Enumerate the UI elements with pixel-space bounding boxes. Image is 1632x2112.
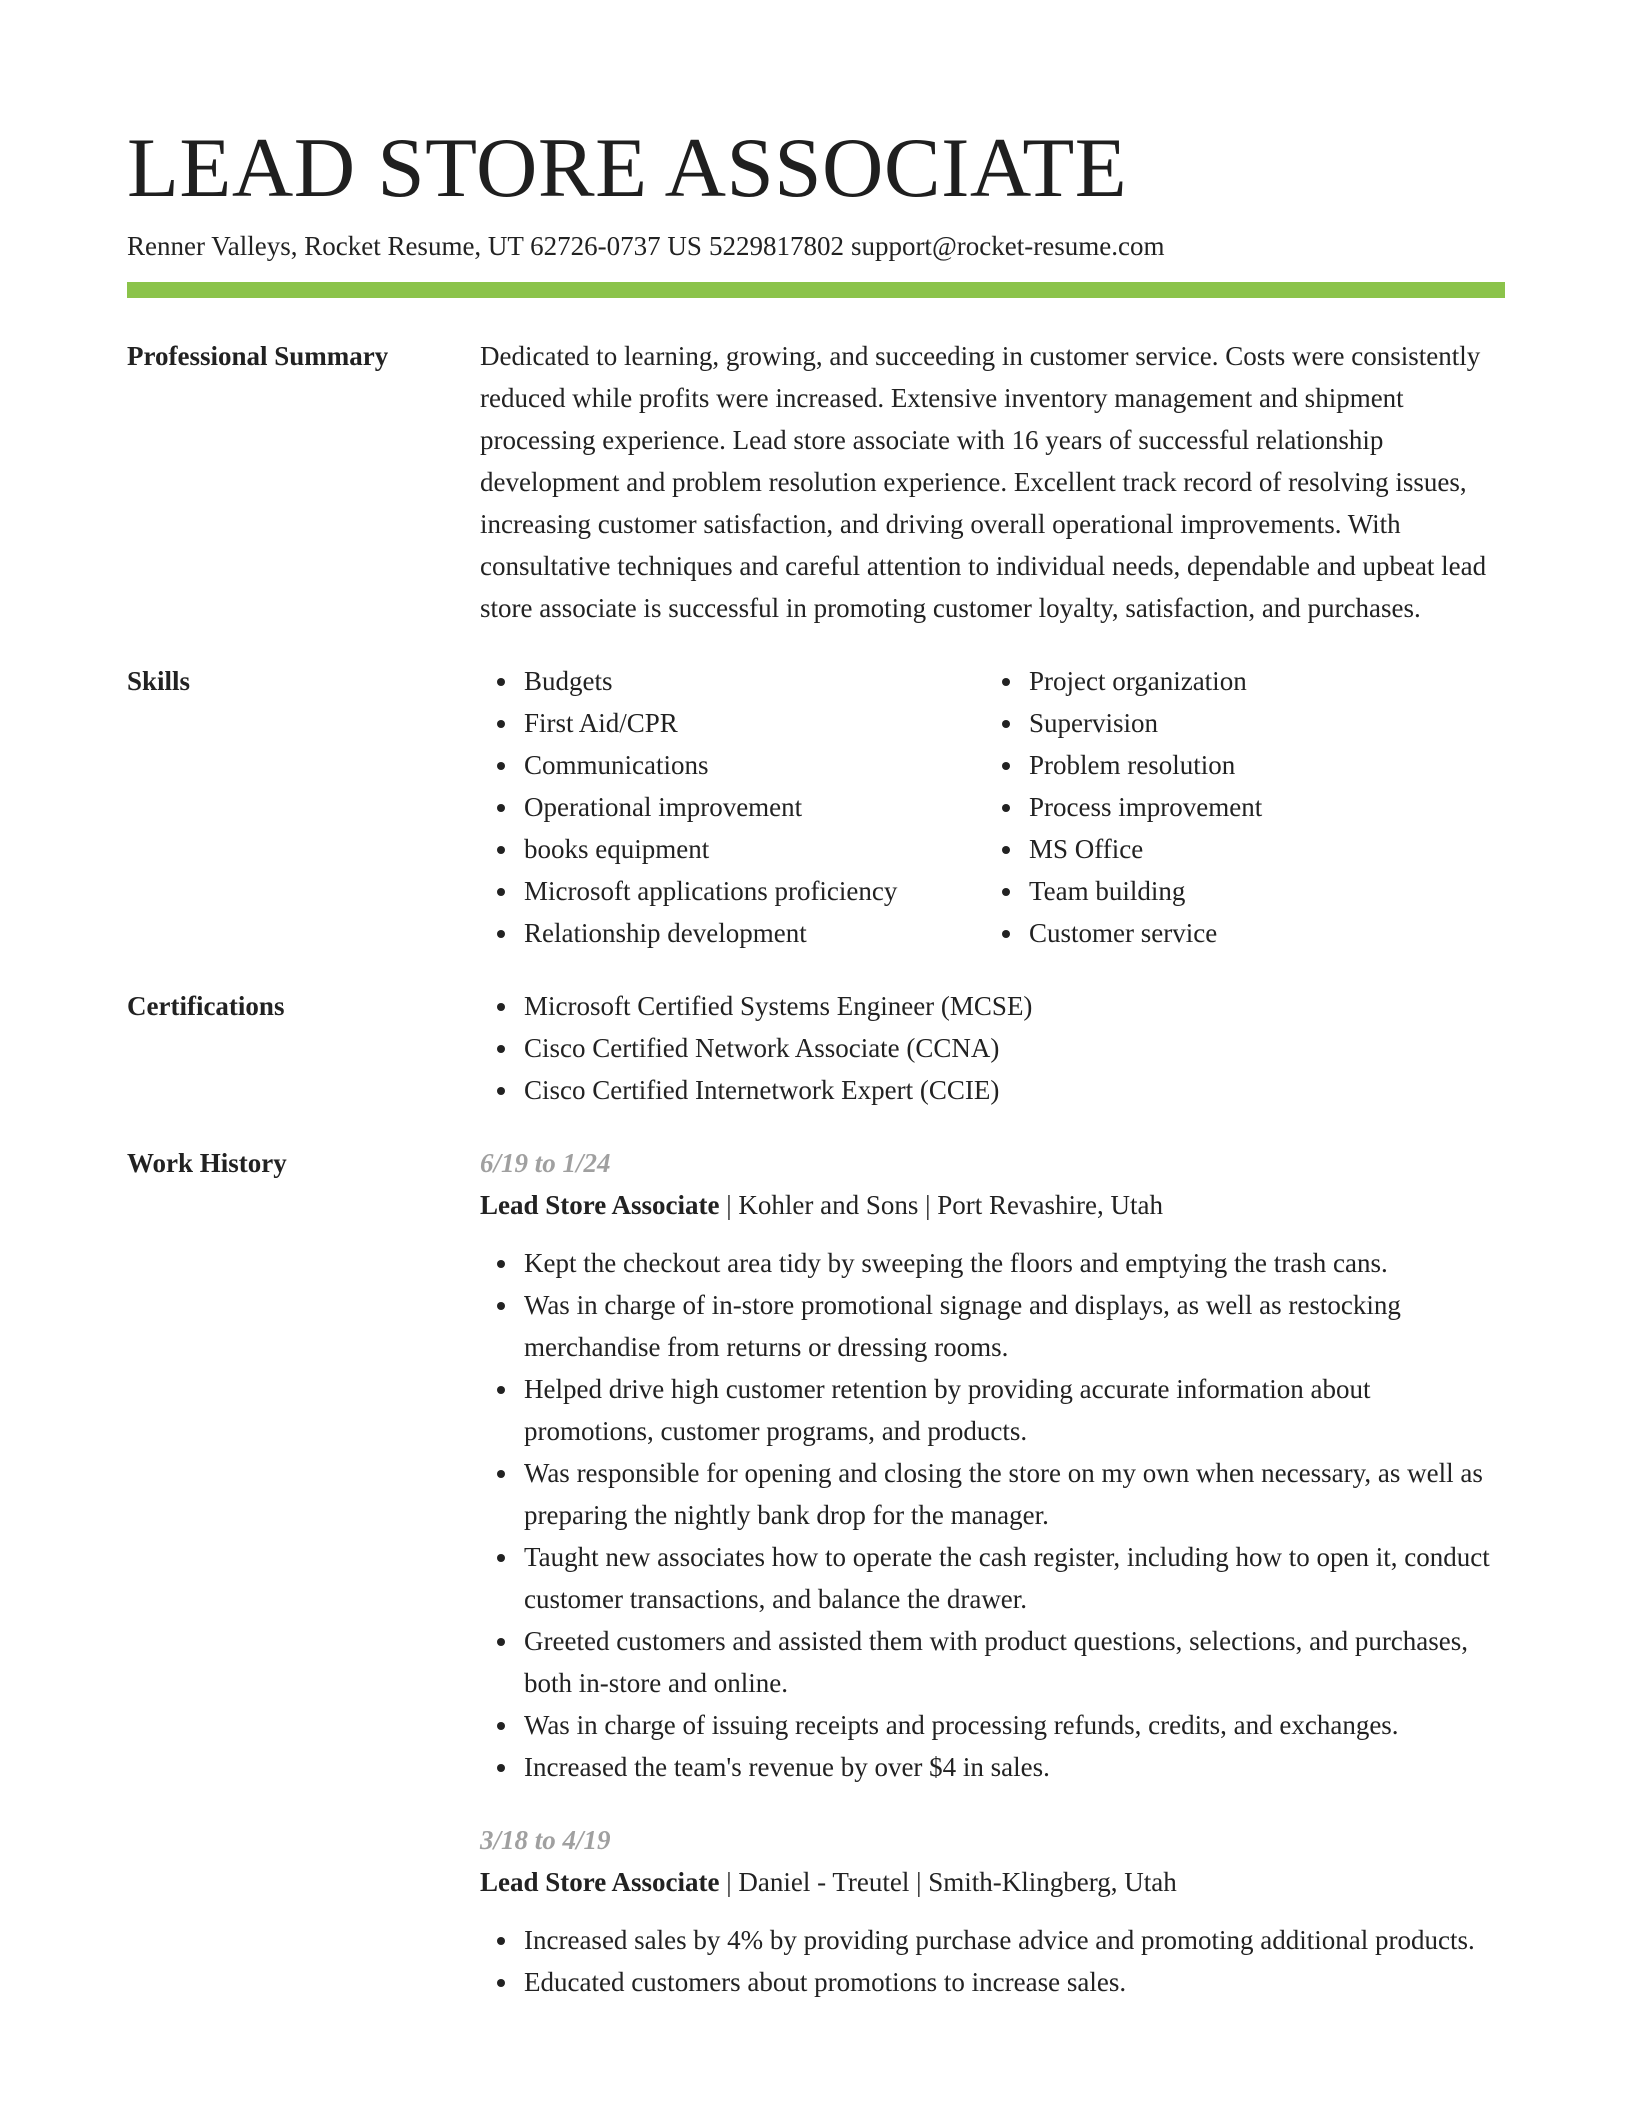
job-duty-item: Taught new associates how to operate the cash register, including how to open it, conduct customer transactions, and balance the drawer. — [480, 1536, 1505, 1620]
certification-item: Microsoft Certified Systems Engineer (MCSE) — [480, 985, 1505, 1027]
skills-list-right — [985, 660, 1490, 954]
skill-item: Relationship development — [480, 912, 985, 954]
certifications-label: Certifications — [127, 991, 285, 1021]
job-location: Smith-Klingberg, Utah — [928, 1867, 1177, 1897]
job-duty-item: Greeted customers and assisted them with product questions, selections, and purchases, both in-store and online. — [480, 1620, 1505, 1704]
job-heading — [480, 1184, 1505, 1226]
job-duty-item: Was in charge of issuing receipts and processing refunds, credits, and exchanges. — [480, 1704, 1505, 1746]
skills-label: Skills — [127, 666, 191, 696]
job-heading — [480, 1861, 1505, 1903]
contact-email: support@rocket-resume.com — [850, 231, 1165, 261]
skills-list-left — [480, 660, 985, 954]
skill-item: First Aid/CPR — [480, 702, 985, 744]
certifications-section — [127, 985, 1505, 1111]
job-duty-item: Helped drive high customer retention by providing accurate information about promotions, customer programs, and products. — [480, 1368, 1505, 1452]
resume-page — [127, 118, 1505, 2003]
contact-line — [127, 228, 1505, 264]
job-separator: | — [726, 1867, 732, 1897]
job-separator: | — [916, 1867, 922, 1897]
job-duty-item: Was in charge of in-store promotional signage and displays, as well as restocking merchandise from returns or dressing rooms. — [480, 1284, 1505, 1368]
skill-item: Communications — [480, 744, 985, 786]
certifications-list — [480, 985, 1505, 1111]
skill-item: Project organization — [985, 660, 1490, 702]
work-history-label: Work History — [127, 1148, 287, 1178]
certification-item: Cisco Certified Internetwork Expert (CCIE) — [480, 1069, 1505, 1111]
skill-item: Process improvement — [985, 786, 1490, 828]
skill-item: Budgets — [480, 660, 985, 702]
job-dates: 3/18 to 4/19 — [480, 1825, 611, 1855]
job-duty-item: Educated customers about promotions to increase sales. — [480, 1961, 1505, 2003]
summary-section — [127, 335, 1505, 629]
skill-item: Team building — [985, 870, 1490, 912]
job-title: Lead Store Associate — [480, 1190, 720, 1220]
skill-item: Supervision — [985, 702, 1490, 744]
job-duty-item: Increased the team's revenue by over $4 in sales. — [480, 1746, 1505, 1788]
certification-item: Cisco Certified Network Associate (CCNA) — [480, 1027, 1505, 1069]
work-history-section — [127, 1142, 1505, 2003]
skill-item: Operational improvement — [480, 786, 985, 828]
job-company: Kohler and Sons — [738, 1190, 919, 1220]
job-duties-list — [480, 1919, 1505, 2003]
resume-title: LEAD STORE ASSOCIATE — [127, 121, 1128, 215]
job-separator: | — [925, 1190, 931, 1220]
skills-section — [127, 660, 1505, 954]
skill-item: Problem resolution — [985, 744, 1490, 786]
job-duty-item: Increased sales by 4% by providing purchase advice and promoting additional products. — [480, 1919, 1505, 1961]
job-entry — [480, 1819, 1505, 2003]
contact-phone: 5229817802 — [708, 231, 844, 261]
contact-address: Renner Valleys, Rocket Resume, UT 62726-0737 US — [127, 231, 702, 261]
job-dates: 6/19 to 1/24 — [480, 1148, 611, 1178]
job-separator: | — [726, 1190, 732, 1220]
job-duty-item: Kept the checkout area tidy by sweeping the floors and emptying the trash cans. — [480, 1242, 1505, 1284]
job-location: Port Revashire, Utah — [937, 1190, 1163, 1220]
summary-text: Dedicated to learning, growing, and succeeding in customer service. Costs were consistently reduced while profits were increased. Extensive inventory management and shipment processing experience. Lead store associate with 16 years of successful relationship development and problem resolution experience. Excellent track record of resolving issues, increasing customer satisfaction, and driving overall operational improvements. With consultative techniques and careful attention to individual needs, dependable and upbeat lead store associate is successful in promoting customer loyalty, satisfaction, and purchases. — [480, 341, 1487, 623]
skill-item: MS Office — [985, 828, 1490, 870]
header-divider — [127, 282, 1505, 298]
summary-label: Professional Summary — [127, 341, 389, 371]
skill-item: Microsoft applications proficiency — [480, 870, 985, 912]
job-duties-list — [480, 1242, 1505, 1788]
skill-item: Customer service — [985, 912, 1490, 954]
skill-item: books equipment — [480, 828, 985, 870]
job-title: Lead Store Associate — [480, 1867, 720, 1897]
job-entry — [480, 1142, 1505, 1788]
job-company: Daniel - Treutel — [738, 1867, 910, 1897]
job-duty-item: Was responsible for opening and closing the store on my own when necessary, as well as preparing the nightly bank drop for the manager. — [480, 1452, 1505, 1536]
